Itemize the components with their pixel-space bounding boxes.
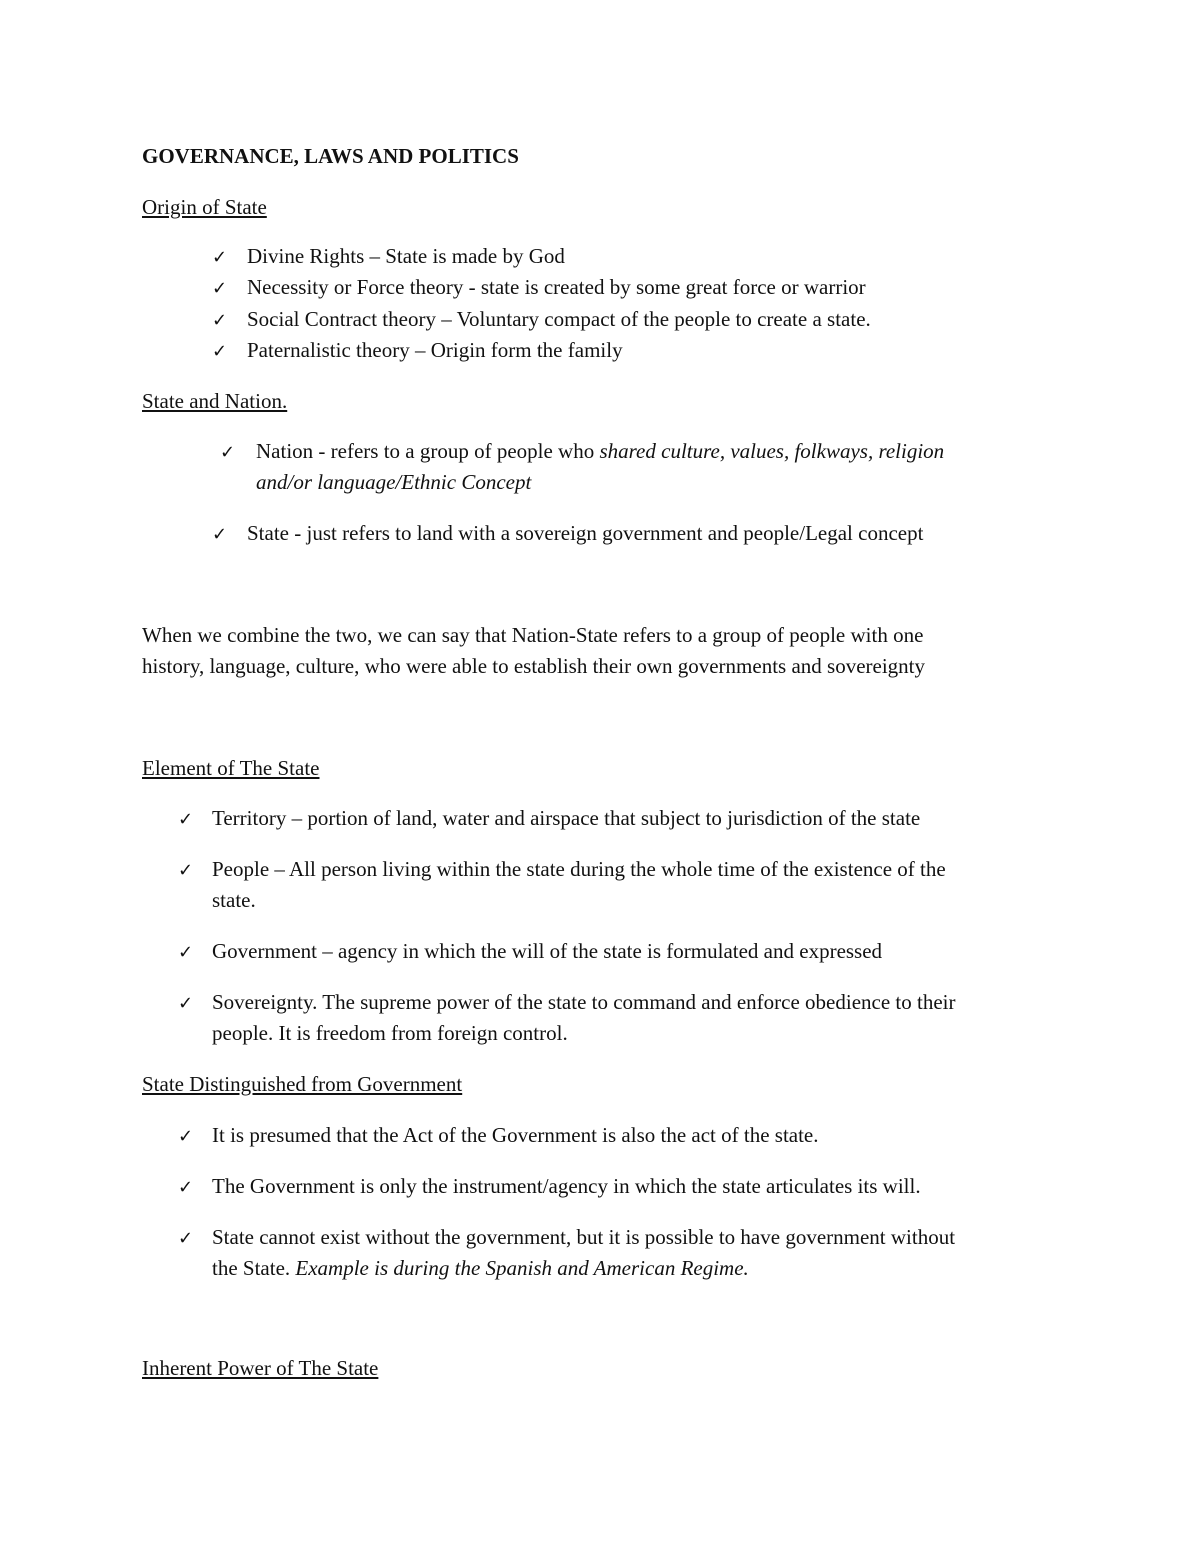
- element-government: Government – agency in which the will of the state is formulated and expressed: [212, 939, 883, 963]
- element-sovereignty-line2: people. It is freedom from foreign control.: [212, 1021, 568, 1045]
- distinguished-item-3-text: the State.: [212, 1256, 296, 1280]
- checkmark-icon: ✓: [178, 1177, 194, 1198]
- checkmark-icon: ✓: [212, 278, 228, 299]
- list-item: [178, 854, 193, 886]
- list-item: [178, 1171, 193, 1203]
- checkmark-icon: ✓: [220, 442, 236, 463]
- combine-paragraph-line1: When we combine the two, we can say that Nation-State refers to a group of people with one: [142, 623, 924, 647]
- nation-definition-line1: [256, 436, 944, 467]
- origin-item-divine: Divine Rights – State is made by God: [247, 244, 565, 268]
- checkmark-icon: ✓: [178, 1126, 194, 1147]
- list-item: [212, 518, 227, 550]
- distinguished-heading: State Distinguished from Government: [142, 1072, 463, 1096]
- distinguished-item-3-line2: [212, 1253, 749, 1284]
- checkmark-icon: ✓: [178, 860, 194, 881]
- list-item: [178, 1222, 193, 1254]
- origin-item-social: Social Contract theory – Voluntary compact of the people to create a state.: [247, 307, 871, 331]
- nation-definition-emphasis: shared culture, values, folkways, religion: [599, 439, 945, 463]
- element-people-line2: state.: [212, 888, 256, 912]
- list-item: [212, 272, 227, 304]
- origin-item-force: Necessity or Force theory - state is created by some great force or warrior: [247, 275, 866, 299]
- inherent-heading: Inherent Power of The State: [142, 1356, 379, 1380]
- distinguished-item-3-example: Example is during the Spanish and American Regime.: [295, 1256, 749, 1280]
- document-title: GOVERNANCE, LAWS AND POLITICS: [142, 144, 519, 168]
- nation-definition-text: Nation - refers to a group of people who: [256, 439, 600, 463]
- list-item: [178, 936, 193, 968]
- state-nation-heading: State and Nation.: [142, 389, 288, 413]
- list-item: [178, 987, 193, 1019]
- list-item: [212, 241, 227, 273]
- nation-definition-line2: and/or language/Ethnic Concept: [256, 470, 532, 494]
- checkmark-icon: ✓: [212, 524, 228, 545]
- checkmark-icon: ✓: [178, 809, 194, 830]
- list-item: [212, 304, 227, 336]
- distinguished-item-3-line1: State cannot exist without the government, but it is possible to have government without: [212, 1225, 956, 1249]
- checkmark-icon: ✓: [212, 341, 228, 362]
- checkmark-icon: ✓: [178, 942, 194, 963]
- list-item: [178, 1120, 193, 1152]
- elements-heading: Element of The State: [142, 756, 320, 780]
- state-definition: State - just refers to land with a sovereign government and people/Legal concept: [247, 521, 924, 545]
- element-sovereignty-line1: Sovereignty. The supreme power of the state to command and enforce obedience to their: [212, 990, 956, 1014]
- origin-item-paternalistic: Paternalistic theory – Origin form the family: [247, 338, 623, 362]
- checkmark-icon: ✓: [212, 310, 228, 331]
- checkmark-icon: ✓: [178, 993, 194, 1014]
- checkmark-icon: ✓: [212, 247, 228, 268]
- origin-heading: Origin of State: [142, 195, 267, 219]
- checkmark-icon: ✓: [178, 1228, 194, 1249]
- distinguished-item-1: It is presumed that the Act of the Government is also the act of the state.: [212, 1123, 819, 1147]
- distinguished-item-2: The Government is only the instrument/agency in which the state articulates its will.: [212, 1174, 921, 1198]
- list-item: [220, 436, 235, 468]
- list-item: [178, 803, 193, 835]
- combine-paragraph-line2: history, language, culture, who were able to establish their own governments and sovereignty: [142, 654, 926, 678]
- element-territory: Territory – portion of land, water and airspace that subject to jurisdiction of the state: [212, 806, 921, 830]
- list-item: [212, 335, 227, 367]
- element-people-line1: People – All person living within the state during the whole time of the existence of the: [212, 857, 946, 881]
